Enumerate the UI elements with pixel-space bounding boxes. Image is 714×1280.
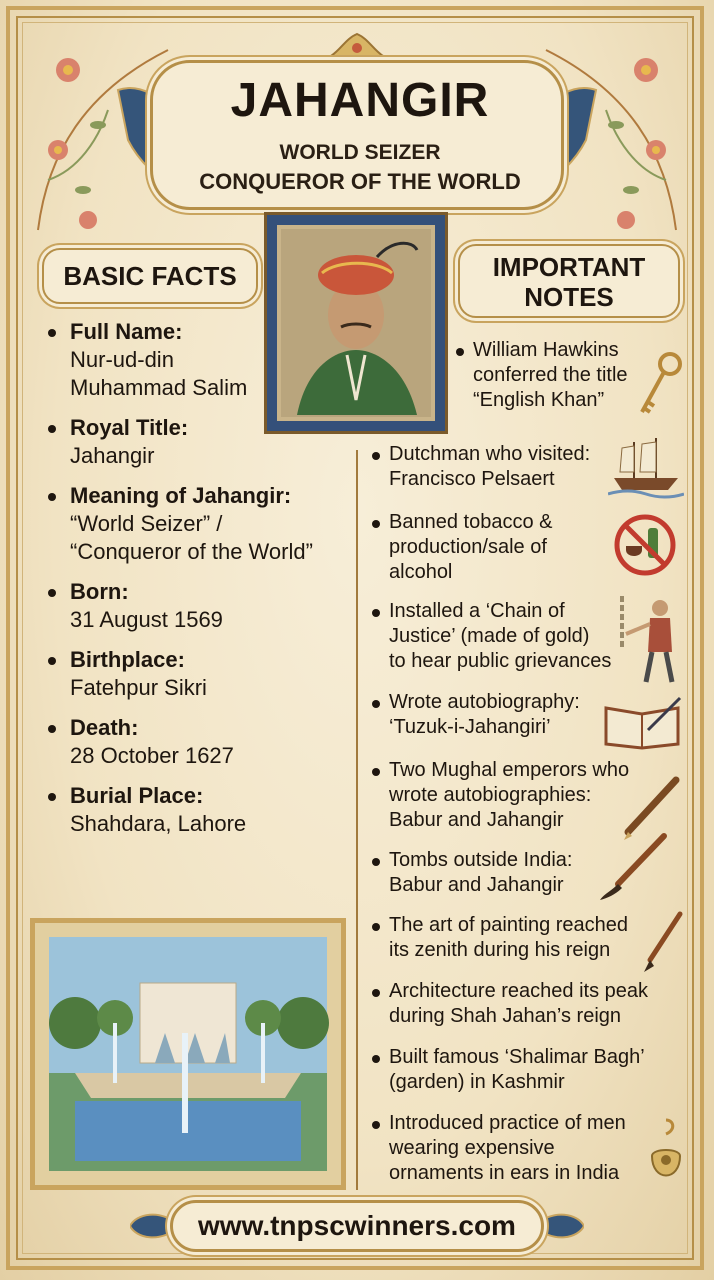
column-divider <box>356 450 358 1190</box>
note-pelsaert <box>372 442 642 492</box>
note-ban <box>372 510 642 585</box>
website-link[interactable]: www.tnpscwinners.com <box>170 1200 544 1252</box>
fact-label: Full Name: <box>70 319 183 344</box>
paintbrush-icon <box>636 910 686 974</box>
fact-label: Burial Place: <box>70 783 204 808</box>
bullet-icon <box>372 1055 380 1063</box>
bullet-icon <box>372 923 380 931</box>
bullet-icon <box>372 1121 380 1129</box>
fact-value: Nur-ud-din Muhammad Salim <box>70 347 248 400</box>
bullet-icon <box>48 425 56 433</box>
bullet-icon <box>372 520 380 528</box>
fact-value: 31 August 1569 <box>70 607 223 632</box>
note-text: Introduced practice of men wearing expensive ornaments in ears in India <box>389 1112 626 1184</box>
page-title: JAHANGIR <box>230 74 490 127</box>
note-text: Tombs outside India: Babur and Jahangir <box>389 849 573 896</box>
earring-icon <box>644 1116 688 1188</box>
basic-facts-list <box>48 318 348 838</box>
key-icon <box>634 350 684 420</box>
book-quill-icon <box>602 694 682 750</box>
fact-label: Born: <box>70 579 129 604</box>
fact-label: Birthplace: <box>70 647 185 672</box>
fact-label: Meaning of Jahangir: <box>70 483 292 508</box>
crest-ornament-icon <box>317 30 397 64</box>
note-text: Built famous ‘Shalimar Bagh’ (garden) in Kashmir <box>389 1046 645 1093</box>
important-notes-heading-line1: IMPORTANT <box>492 252 646 282</box>
title-plaque <box>150 60 564 210</box>
fact-value: “World Seizer” / “Conqueror of the World” <box>70 511 313 564</box>
bullet-icon <box>372 768 380 776</box>
bullet-icon <box>372 858 380 866</box>
fact-value: Fatehpur Sikri <box>70 675 207 700</box>
brush-icon <box>598 832 672 904</box>
note-text: Dutchman who visited: Francisco Pelsaert <box>389 443 591 490</box>
bullet-icon <box>48 793 56 801</box>
basic-facts-heading-text: BASIC FACTS <box>63 261 237 291</box>
note-architecture <box>372 979 676 1029</box>
note-painting <box>372 913 650 963</box>
note-text: Architecture reached its peak during Shah Jahan’s reign <box>389 980 649 1027</box>
fact-death <box>48 714 348 770</box>
bullet-icon <box>456 348 464 356</box>
fact-burial-place <box>48 782 348 838</box>
important-notes-heading-line2: NOTES <box>524 282 614 312</box>
bullet-icon <box>372 700 380 708</box>
fact-meaning <box>48 482 348 566</box>
note-text: The art of painting reached its zenith during his reign <box>389 914 629 961</box>
bullet-icon <box>48 589 56 597</box>
fact-full-name <box>48 318 348 402</box>
note-ear-ornaments <box>372 1111 652 1186</box>
no-tobacco-alcohol-icon <box>612 512 678 578</box>
note-text: Banned tobacco & production/sale of alcohol <box>389 511 553 583</box>
shalimar-garden-image <box>30 918 346 1190</box>
bullet-icon <box>48 725 56 733</box>
bullet-icon <box>48 657 56 665</box>
bullet-icon <box>372 609 380 617</box>
fact-label: Royal Title: <box>70 415 189 440</box>
fact-royal-title <box>48 414 348 470</box>
fact-value: Shahdara, Lahore <box>70 811 247 836</box>
note-two-emperors <box>372 758 642 833</box>
chain-of-justice-icon <box>600 590 684 688</box>
fact-value: Jahangir <box>70 443 155 468</box>
fact-value: 28 October 1627 <box>70 743 234 768</box>
basic-facts-heading <box>42 248 258 304</box>
note-hawkins <box>456 338 646 413</box>
fact-birthplace <box>48 646 348 702</box>
note-text: Wrote autobiography: ‘Tuzuk-i-Jahangiri’ <box>389 691 580 738</box>
note-text: Two Mughal emperors who wrote autobiographies: Babur and Jahangir <box>389 759 630 831</box>
bullet-icon <box>48 329 56 337</box>
fact-born <box>48 578 348 634</box>
important-notes-heading <box>458 244 680 318</box>
bullet-icon <box>372 989 380 997</box>
bullet-icon <box>372 452 380 460</box>
ship-icon <box>608 432 684 500</box>
fact-label: Death: <box>70 715 139 740</box>
note-text: William Hawkins conferred the title “English Khan” <box>473 339 628 411</box>
page-subtitle-1: WORLD SEIZER <box>279 141 441 164</box>
bullet-icon <box>48 493 56 501</box>
page-subtitle-2: CONQUEROR OF THE WORLD <box>199 169 521 194</box>
note-chain-of-justice <box>372 599 634 674</box>
note-text: Installed a ‘Chain of Justice’ (made of gold) to hear public grievances <box>389 600 612 672</box>
note-shalimar-bagh <box>372 1045 676 1095</box>
